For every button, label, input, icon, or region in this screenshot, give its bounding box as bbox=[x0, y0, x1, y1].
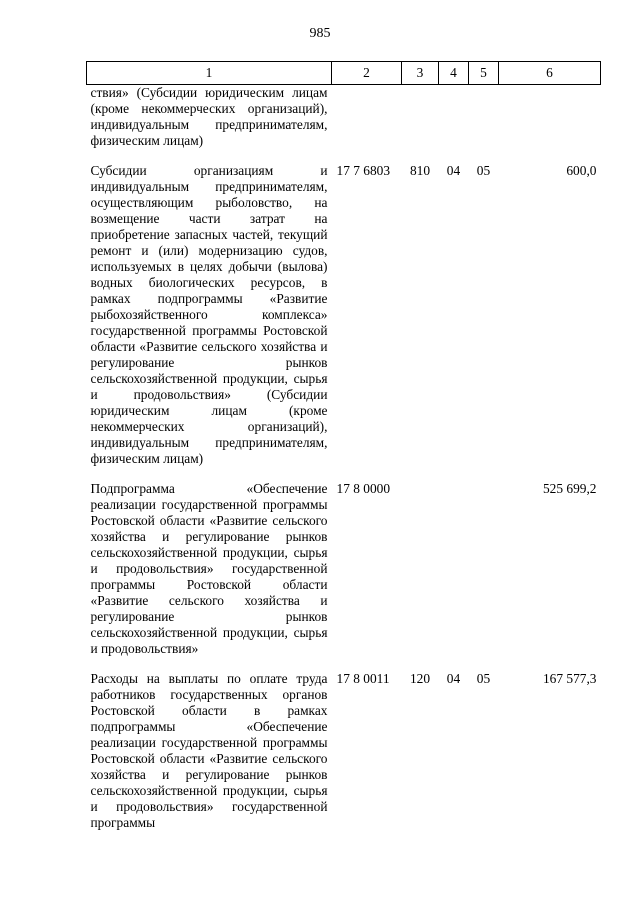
table-row bbox=[87, 163, 601, 467]
row-spacer bbox=[87, 149, 601, 163]
row-code bbox=[332, 85, 402, 150]
row-description: Субсидии организациям и индивидуальным предпринимателям, осуществляющим рыболовство, на возмещение части затрат на приобретение запасных частей, текущий ремонт и (или) модернизацию судов, используемых в целях добычи (вылова) водных биологических ресурсов, в рамках подпрограммы «Развитие рыбохозяйственного комплекса» государственной программы Ростовской области «Развитие сельского хозяйства и регулирование рынков сельскохозяйственной продукции, сырья и продовольствия» (Субсидии юридическим лицам (кроме некоммерческих организаций), индивидуальным предпринимателям, физическим лицам) bbox=[90, 163, 328, 466]
row-pr: 05 bbox=[476, 163, 491, 178]
row-sum: 525 699,2 bbox=[542, 481, 597, 496]
row-spacer bbox=[87, 657, 601, 671]
row-pr bbox=[469, 481, 499, 657]
table-row bbox=[87, 85, 601, 150]
row-rz: 04 bbox=[446, 163, 461, 178]
budget-table bbox=[86, 61, 601, 831]
header-cell-3: 3 bbox=[402, 62, 439, 85]
table-body bbox=[87, 85, 601, 832]
header-row bbox=[87, 62, 601, 85]
row-sum: 600,0 bbox=[566, 163, 597, 178]
header-cell-2: 2 bbox=[332, 62, 402, 85]
row-pr bbox=[469, 85, 499, 150]
header-cell-5: 5 bbox=[469, 62, 499, 85]
row-pr: 05 bbox=[476, 671, 491, 686]
row-spacer bbox=[87, 467, 601, 481]
row-description: Подпрограмма «Обеспечение реализации государственной программы Ростовской области «Развитие сельского хозяйства и регулирование рынков сельскохозяйственной продукции, сырья и продовольствия» государственной программы Ростовской области «Развитие сельского хозяйства и регулирование рынков сельскохозяйственной продукции, сырья и продовольствия» bbox=[90, 481, 328, 656]
row-sum: 167 577,3 bbox=[542, 671, 597, 686]
row-rz bbox=[439, 85, 469, 150]
page-number: 985 bbox=[309, 26, 331, 41]
header-cell-4: 4 bbox=[439, 62, 469, 85]
table-row bbox=[87, 481, 601, 657]
table-row bbox=[87, 671, 601, 831]
row-rz bbox=[439, 481, 469, 657]
row-vr bbox=[402, 481, 439, 657]
row-vr: 120 bbox=[409, 671, 431, 686]
row-code: 17 7 6803 bbox=[336, 163, 391, 178]
table-header bbox=[87, 62, 601, 85]
header-cell-6: 6 bbox=[499, 62, 601, 85]
row-vr: 810 bbox=[409, 163, 431, 178]
row-description: ствия» (Субсидии юридическим лицам (кроме некоммерческих организаций), индивидуальным предпринимателям, физическим лицам) bbox=[90, 85, 328, 148]
header-cell-1: 1 bbox=[87, 62, 332, 85]
row-code: 17 8 0000 bbox=[336, 481, 391, 496]
row-sum bbox=[499, 85, 601, 150]
row-description: Расходы на выплаты по оплате труда работников государственных органов Ростовской области в рамках подпрограммы «Обеспечение реализации государственной программы Ростовской области «Развитие сельского хозяйства и регулирование рынков сельскохозяйственной продукции, сырья и продовольствия» государственной программы bbox=[90, 671, 328, 830]
row-rz: 04 bbox=[446, 671, 461, 686]
row-code: 17 8 0011 bbox=[336, 671, 390, 686]
row-vr bbox=[402, 85, 439, 150]
